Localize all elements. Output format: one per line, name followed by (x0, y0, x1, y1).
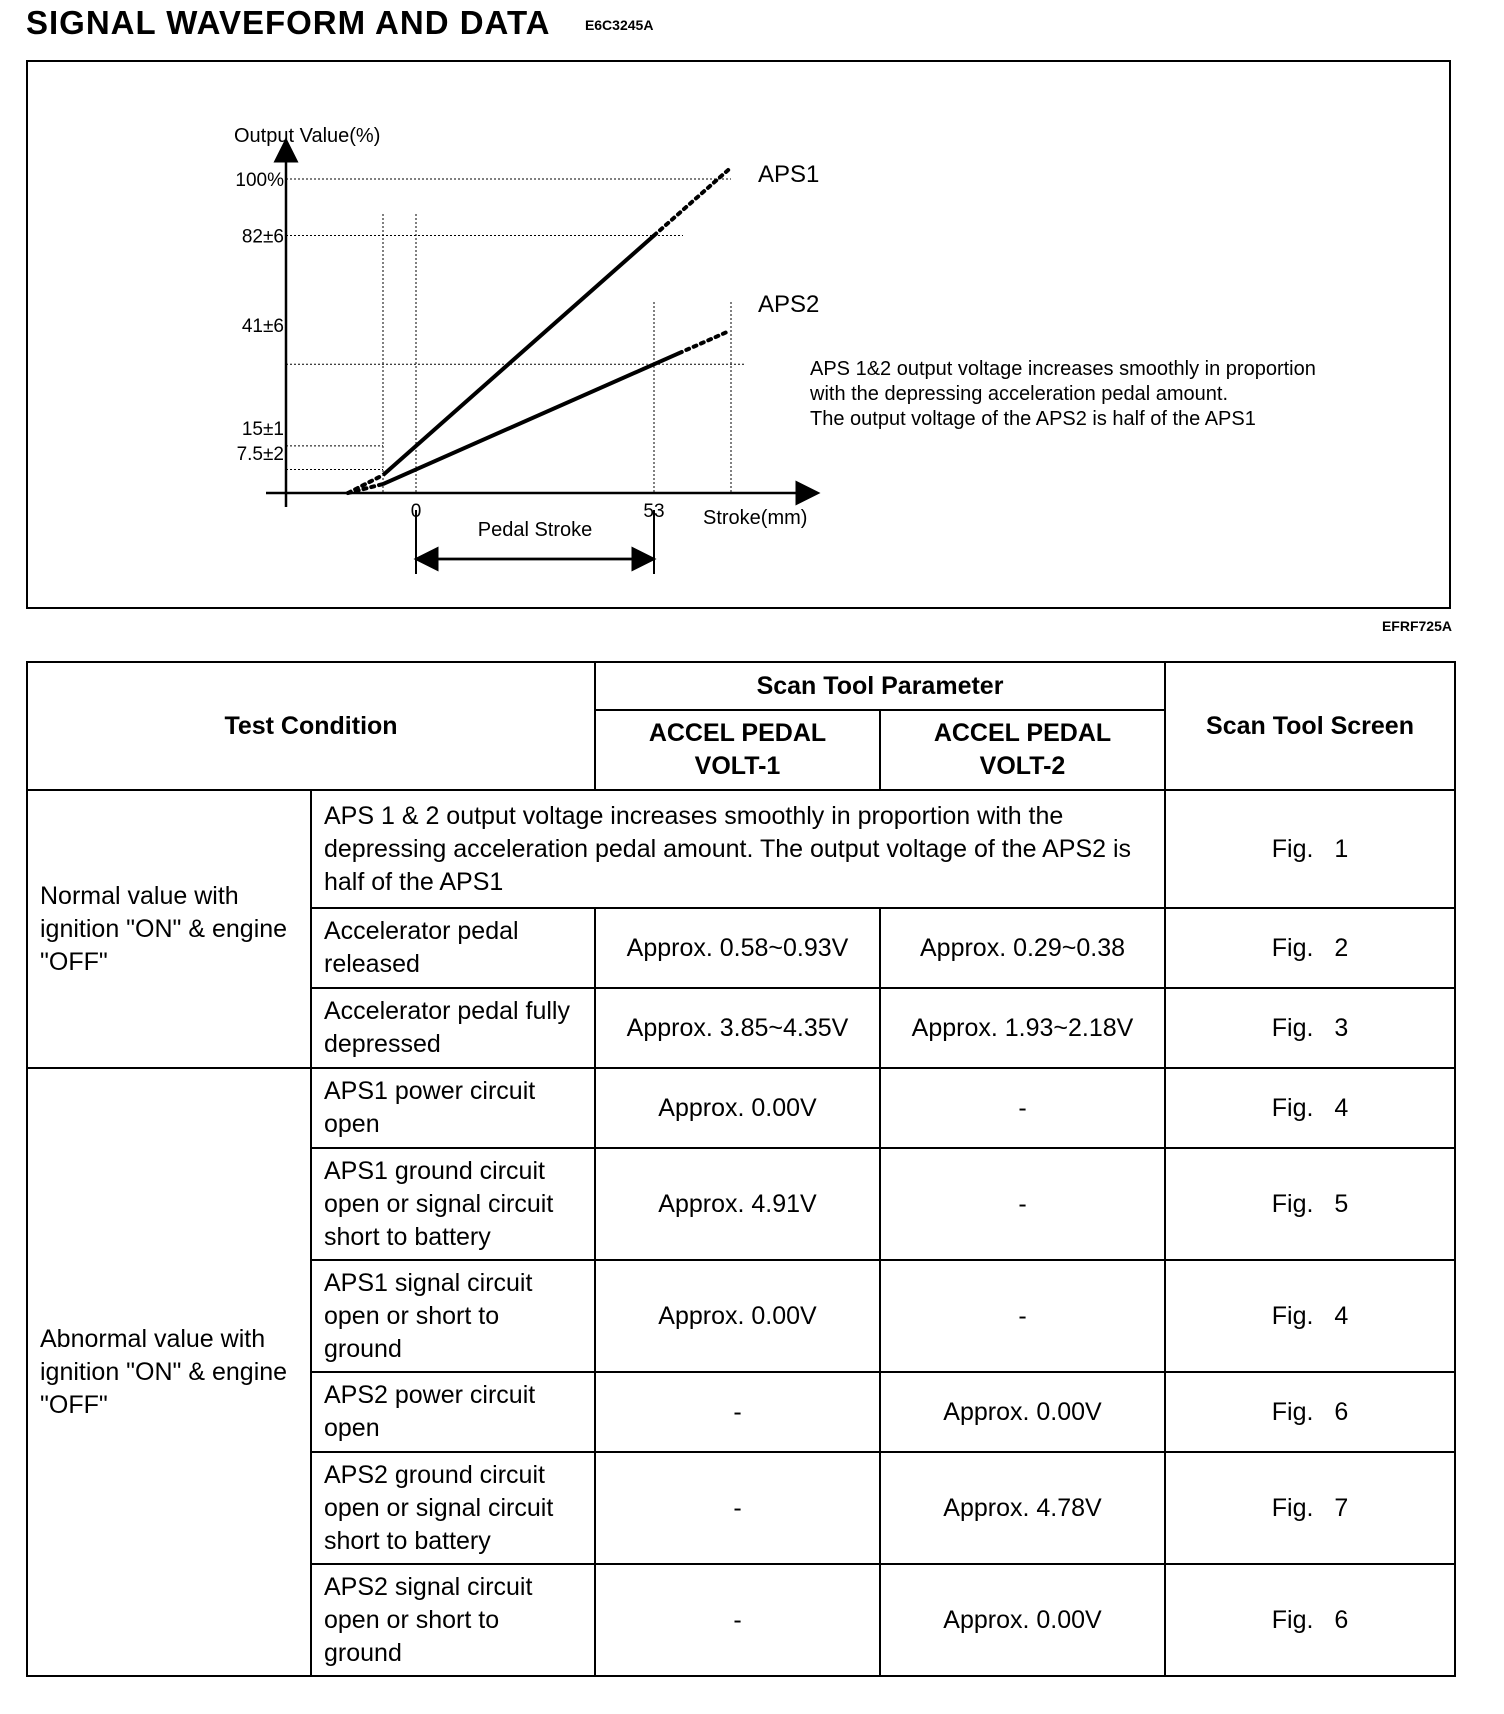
y-tick-label: 82±6 (241, 226, 284, 248)
fig-cell: Fig. 7 (1165, 1452, 1455, 1564)
y-tick-label: 100% (235, 170, 284, 191)
fig-cell: Fig. 4 (1165, 1260, 1455, 1372)
condition-cell: Accelerator pedal fully depressed (311, 988, 595, 1068)
header-volt2-line1: ACCEL PEDAL (933, 719, 1112, 747)
volt1-cell: - (595, 1372, 880, 1452)
y-tick-label: 41±6 (241, 316, 284, 337)
x-tick-label: 53 (643, 501, 665, 522)
volt2-cell: Approx. 0.00V (880, 1564, 1165, 1676)
volt1-cell: Approx. 3.85~4.35V (595, 988, 880, 1068)
header-volt2 (880, 710, 1165, 790)
scan-data-table (26, 661, 1456, 1677)
chart-gridlines (286, 179, 744, 493)
description-line: with the depressing acceleration pedal amount. (810, 383, 1229, 405)
header-scan-tool-screen: Scan Tool Screen (1165, 662, 1455, 790)
volt2-cell: Approx. 1.93~2.18V (880, 988, 1165, 1068)
series-line-aps1-tail (654, 167, 731, 235)
y-axis-title: Output Value(%) (234, 125, 381, 147)
volt2-cell: - (880, 1068, 1165, 1148)
volt2-cell: Approx. 0.00V (880, 1372, 1165, 1452)
table-row (27, 1068, 1455, 1148)
x-axis-title: Stroke(mm) (703, 507, 808, 529)
fig-cell: Fig. 3 (1165, 988, 1455, 1068)
chart-labels (234, 125, 819, 541)
header-volt2-line2: VOLT-2 (979, 752, 1066, 780)
waveform-figure (26, 60, 1451, 609)
section-code: E6C3245A (584, 17, 654, 33)
condition-cell: APS1 signal circuit open or short to ground (311, 1260, 595, 1372)
header-test-condition: Test Condition (27, 662, 595, 790)
volt1-cell: Approx. 4.91V (595, 1148, 880, 1260)
volt2-cell: Approx. 4.78V (880, 1452, 1165, 1564)
header-scan-tool-parameter: Scan Tool Parameter (595, 662, 1165, 710)
header-volt1-line1: ACCEL PEDAL (648, 719, 827, 747)
figure-description (810, 357, 1316, 432)
volt1-cell: Approx. 0.58~0.93V (595, 908, 880, 988)
description-line: The output voltage of the APS2 is half of the APS1 (810, 408, 1256, 430)
volt1-cell: - (595, 1564, 880, 1676)
y-tick-label: 7.5±2 (236, 444, 284, 465)
condition-cell: APS2 ground circuit open or signal circuit short to battery (311, 1452, 595, 1564)
volt2-cell: - (880, 1148, 1165, 1260)
condition-cell: Accelerator pedal released (311, 908, 595, 988)
condition-cell: APS1 power circuit open (311, 1068, 595, 1148)
table-row (27, 790, 1455, 908)
chart-series (348, 167, 731, 493)
page-header (26, 4, 653, 42)
volt2-cell: - (880, 1260, 1165, 1372)
series-line-aps2 (383, 353, 679, 484)
series-label-aps1: APS1 (758, 161, 820, 188)
series-line-aps2-tail (679, 332, 726, 353)
group-abnormal: Abnormal value with ignition "ON" & engine "OFF" (27, 1068, 311, 1676)
volt2-cell: Approx. 0.29~0.38 (880, 908, 1165, 988)
page-title: SIGNAL WAVEFORM AND DATA (26, 4, 551, 41)
span-description: APS 1 & 2 output voltage increases smoothly in proportion with the depressing acceleration pedal amount. The output voltage of the APS2 is half of the APS1 (311, 790, 1165, 908)
figure-id: EFRF725A (1381, 618, 1452, 634)
fig-cell: Fig. 1 (1165, 790, 1455, 908)
header-volt1-line2: VOLT-1 (694, 752, 781, 780)
fig-cell: Fig. 6 (1165, 1372, 1455, 1452)
group-normal: Normal value with ignition "ON" & engine "OFF" (27, 790, 311, 1068)
volt1-cell: Approx. 0.00V (595, 1068, 880, 1148)
range-label: Pedal Stroke (477, 519, 593, 541)
volt1-cell: - (595, 1452, 880, 1564)
x-tick-label: 0 (410, 501, 422, 522)
y-tick-label: 15±1 (241, 419, 284, 440)
header-row (27, 662, 1455, 710)
series-label-aps2: APS2 (758, 291, 820, 318)
fig-cell: Fig. 6 (1165, 1564, 1455, 1676)
volt1-cell: Approx. 0.00V (595, 1260, 880, 1372)
condition-cell: APS1 ground circuit open or signal circuit short to battery (311, 1148, 595, 1260)
description-line: APS 1&2 output voltage increases smoothly in proportion (810, 358, 1316, 380)
fig-cell: Fig. 4 (1165, 1068, 1455, 1148)
fig-cell: Fig. 5 (1165, 1148, 1455, 1260)
series-line-aps1 (383, 236, 654, 476)
waveform-chart (28, 62, 1449, 607)
condition-cell: APS2 signal circuit open or short to ground (311, 1564, 595, 1676)
condition-cell: APS2 power circuit open (311, 1372, 595, 1452)
header-volt1 (595, 710, 880, 790)
fig-cell: Fig. 2 (1165, 908, 1455, 988)
